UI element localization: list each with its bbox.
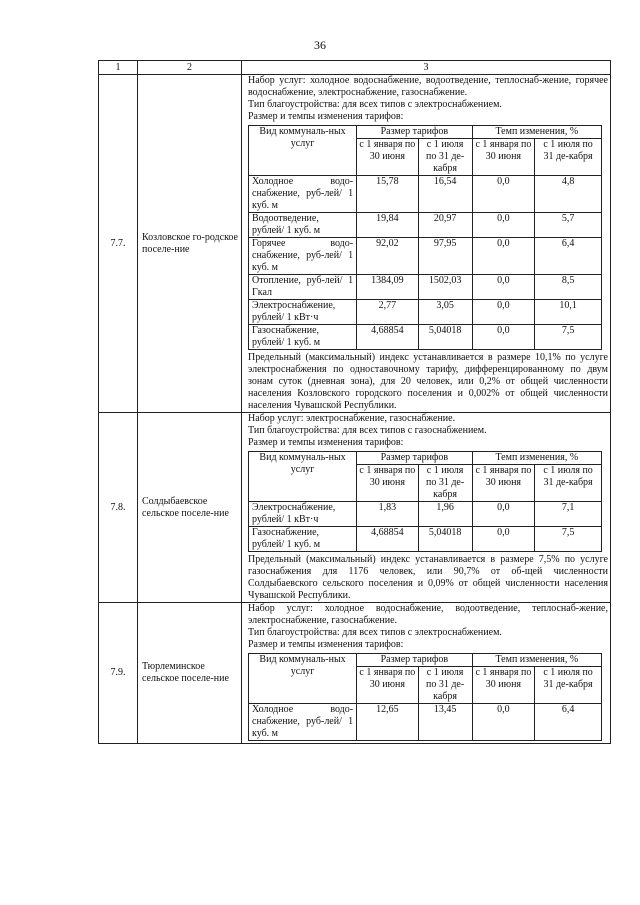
- subtable-header-row: [249, 654, 602, 667]
- tariff-value: 0,0: [472, 176, 535, 213]
- period-header: с 1 января по 30 июня: [357, 139, 418, 176]
- column-number-row: [99, 61, 611, 75]
- col-header-1: 1: [99, 61, 138, 75]
- services-set: Набор услуг: холодное водоснабжение, водоотведение, теплоснаб-жение, горячее водоснабжение, электроснабжение, газоснабжение.: [248, 75, 608, 98]
- period-header: с 1 июля по 31 де-кабря: [418, 667, 472, 704]
- service-kind-header: Вид коммуналь-ных услуг: [249, 126, 357, 176]
- settlement-row: [99, 603, 611, 744]
- period-header: с 1 января по 30 июня: [357, 465, 418, 502]
- tariff-value: 15,78: [357, 176, 418, 213]
- period-header: с 1 января по 30 июня: [472, 465, 535, 502]
- period-header: с 1 января по 30 июня: [472, 667, 535, 704]
- period-header: с 1 июля по 31 де-кабря: [418, 465, 472, 502]
- tariff-value: 0,0: [472, 213, 535, 238]
- tariff-item-row: [249, 238, 602, 275]
- tariff-value: 0,0: [472, 325, 535, 350]
- settlement-name: Тюрлеминское сельское поселе-ние: [138, 603, 242, 744]
- tariff-value: 8,5: [535, 275, 602, 300]
- row-number: 7.8.: [99, 413, 138, 603]
- period-header: с 1 января по 30 июня: [472, 139, 535, 176]
- tariff-value: 4,8: [535, 176, 602, 213]
- period-header: с 1 июля по 31 де-кабря: [535, 667, 602, 704]
- period-header: с 1 июля по 31 де-кабря: [418, 139, 472, 176]
- improvement-type: Тип благоустройства: для всех типов с газоснабжением.: [248, 425, 487, 436]
- max-index-note: Предельный (максимальный) индекс устанавливается в размере 10,1% по услуге электроснабжения по одноставочному тарифу, дифференцированному по двум зонам суток (дневная зона), для 20 человек, или 0,2% от общей численности населения Козловского городского поселения и 0,002% от общей численности населения Чувашской Республики.: [248, 352, 608, 411]
- rates-subtable: [248, 125, 602, 350]
- tariff-value: 3,05: [418, 300, 472, 325]
- tariff-value: 4,68854: [357, 325, 418, 350]
- rates-title: Размер и темпы изменения тарифов:: [248, 437, 404, 448]
- change-rate-header: Темп изменения, %: [472, 452, 601, 465]
- improvement-type: Тип благоустройства: для всех типов с электроснабжением.: [248, 99, 502, 110]
- tariff-value: 4,68854: [357, 527, 418, 552]
- service-kind-header: Вид коммуналь-ных услуг: [249, 452, 357, 502]
- tariff-value: 19,84: [357, 213, 418, 238]
- tariff-value: 20,97: [418, 213, 472, 238]
- tariff-item-row: [249, 325, 602, 350]
- tariff-item-row: [249, 300, 602, 325]
- service-name: Отопление, руб-лей/ 1 Гкал: [249, 275, 357, 300]
- tariff-details: [242, 413, 611, 603]
- page-number: 36: [314, 38, 326, 52]
- service-name: Газоснабжение, рублей/ 1 куб. м: [249, 325, 357, 350]
- tariff-value: 6,4: [535, 238, 602, 275]
- tariff-value: 6,4: [535, 704, 602, 741]
- tariff-value: 2,77: [357, 300, 418, 325]
- improvement-type: Тип благоустройства: для всех типов с электроснабжением.: [248, 627, 502, 638]
- tariff-value: 7,5: [535, 325, 602, 350]
- services-set: Набор услуг: электроснабжение, газоснабжение.: [248, 413, 456, 424]
- change-rate-header: Темп изменения, %: [472, 126, 601, 139]
- tariff-item-row: [249, 275, 602, 300]
- tariff-value: 13,45: [418, 704, 472, 741]
- change-rate-header: Темп изменения, %: [472, 654, 601, 667]
- subtable-header-row: [249, 452, 602, 465]
- service-name: Горячее водо-снабжение, руб-лей/ 1 куб. м: [249, 238, 357, 275]
- tariff-item-row: [249, 704, 602, 741]
- service-name: Холодное водо-снабжение, руб-лей/ 1 куб. м: [249, 176, 357, 213]
- service-name: Газоснабжение, рублей/ 1 куб. м: [249, 527, 357, 552]
- tariff-value: 1,83: [357, 502, 418, 527]
- tariff-value: 16,54: [418, 176, 472, 213]
- tariff-table: [98, 60, 611, 744]
- tariff-value: 7,1: [535, 502, 602, 527]
- tariff-value: 0,0: [472, 502, 535, 527]
- tariff-value: 5,7: [535, 213, 602, 238]
- period-header: с 1 января по 30 июня: [357, 667, 418, 704]
- tariff-value: 1502,03: [418, 275, 472, 300]
- tariff-size-header: Размер тарифов: [357, 452, 473, 465]
- tariff-size-header: Размер тарифов: [357, 126, 473, 139]
- services-set: Набор услуг: холодное водоснабжение, водоотведение, теплоснаб-жение, электроснабжение, газоснабжение.: [248, 603, 608, 626]
- service-name: Электроснабжение, рублей/ 1 кВт·ч: [249, 502, 357, 527]
- period-header: с 1 июля по 31 де-кабря: [535, 465, 602, 502]
- tariff-details: [242, 75, 611, 413]
- tariff-value: 92,02: [357, 238, 418, 275]
- tariff-value: 5,04018: [418, 527, 472, 552]
- period-header: с 1 июля по 31 де-кабря: [535, 139, 602, 176]
- tariff-details: [242, 603, 611, 744]
- tariff-item-row: [249, 527, 602, 552]
- tariff-value: 0,0: [472, 238, 535, 275]
- tariff-item-row: [249, 176, 602, 213]
- settlement-name: Козловское го-родское поселе-ние: [138, 75, 242, 413]
- tariff-value: 0,0: [472, 300, 535, 325]
- tariff-value: 7,5: [535, 527, 602, 552]
- settlement-row: [99, 413, 611, 603]
- tariff-size-header: Размер тарифов: [357, 654, 473, 667]
- rates-title: Размер и темпы изменения тарифов:: [248, 111, 404, 122]
- col-header-3: 3: [242, 61, 611, 75]
- tariff-value: 1384,09: [357, 275, 418, 300]
- row-number: 7.9.: [99, 603, 138, 744]
- col-header-2: 2: [138, 61, 242, 75]
- tariff-value: 97,95: [418, 238, 472, 275]
- tariff-value: 10,1: [535, 300, 602, 325]
- tariff-value: 0,0: [472, 527, 535, 552]
- tariff-value: 0,0: [472, 275, 535, 300]
- tariff-value: 0,0: [472, 704, 535, 741]
- tariff-item-row: [249, 502, 602, 527]
- row-number: 7.7.: [99, 75, 138, 413]
- rates-title: Размер и темпы изменения тарифов:: [248, 639, 404, 650]
- service-name: Электроснабжение, рублей/ 1 кВт·ч: [249, 300, 357, 325]
- rates-subtable: [248, 653, 602, 741]
- tariff-value: 1,96: [418, 502, 472, 527]
- service-kind-header: Вид коммуналь-ных услуг: [249, 654, 357, 704]
- service-name: Водоотведение, рублей/ 1 куб. м: [249, 213, 357, 238]
- max-index-note: Предельный (максимальный) индекс устанавливается в размере 7,5% по услуге газоснабжения для 1176 человек, или 90,7% от об-щей численности Солдыбаевского сельского поселения и 0,09% от общей численности населения Чувашской Республики.: [248, 554, 608, 601]
- settlement-name: Солдыбаевское сельское поселе-ние: [138, 413, 242, 603]
- tariff-value: 5,04018: [418, 325, 472, 350]
- rates-subtable: [248, 451, 602, 552]
- tariff-item-row: [249, 213, 602, 238]
- settlement-row: [99, 75, 611, 413]
- service-name: Холодное водо-снабжение, руб-лей/ 1 куб. м: [249, 704, 357, 741]
- tariff-value: 12,65: [357, 704, 418, 741]
- subtable-header-row: [249, 126, 602, 139]
